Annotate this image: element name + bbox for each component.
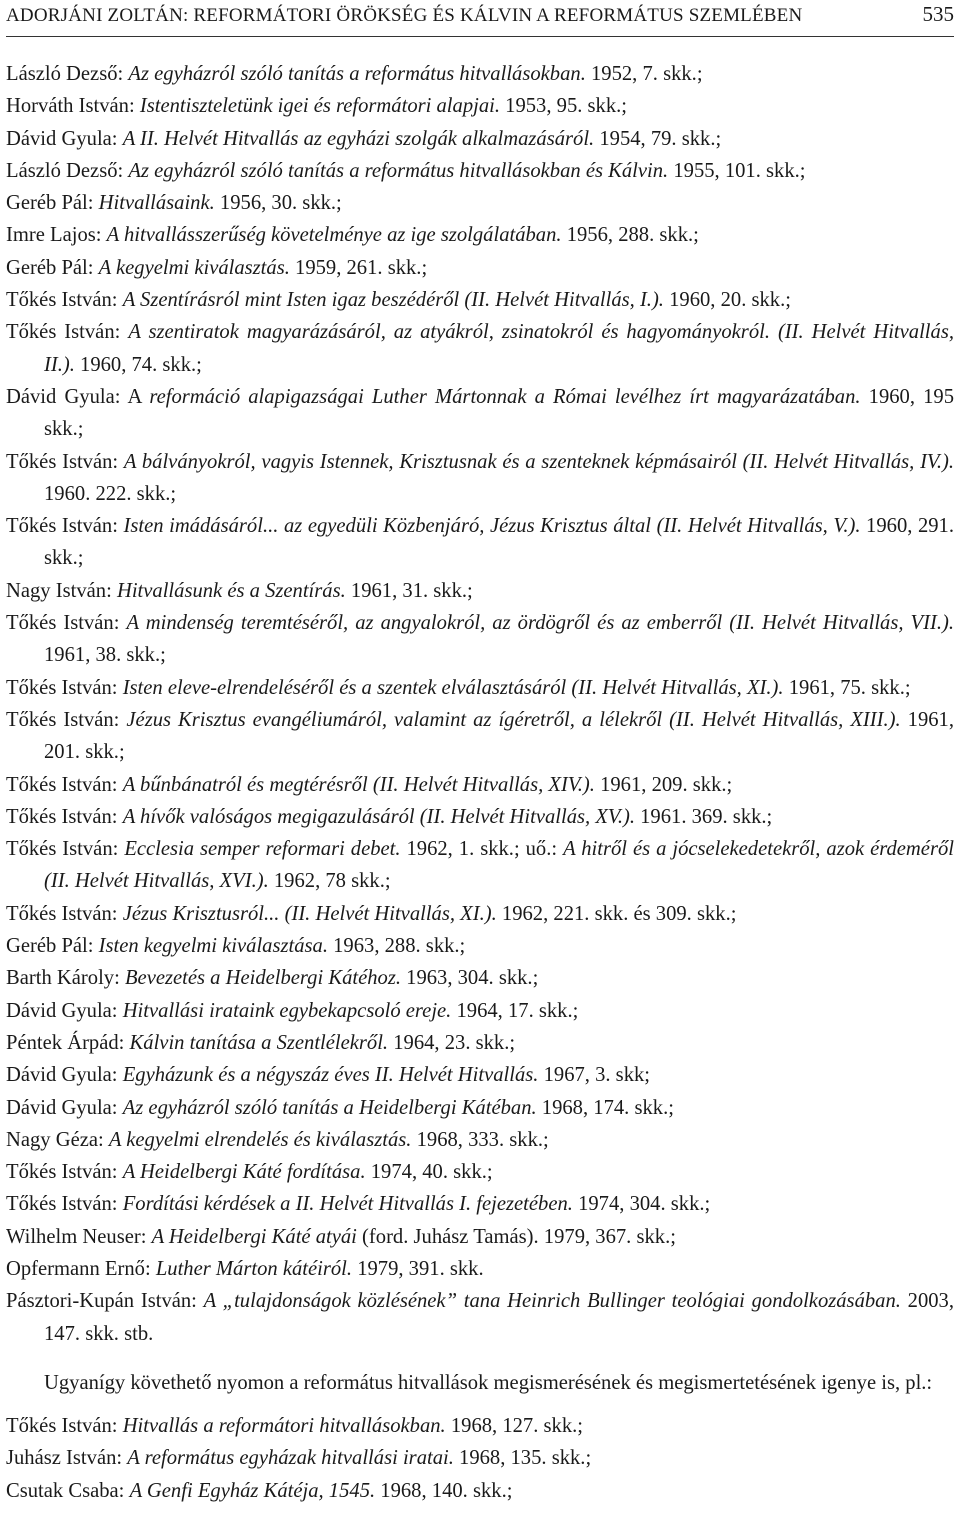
bibliography-entry: Geréb Pál: Hitvallásaink. 1956, 30. skk.; xyxy=(6,192,342,215)
bibliography-list-secondary xyxy=(6,1410,954,1507)
bibliography-entry: Tőkés István: A Heidelbergi Káté fordítása. 1974, 40. skk.; xyxy=(6,1161,493,1184)
bibliography-entry: Tőkés István: Fordítási kérdések a II. Helvét Hitvallás I. fejezetében. 1974, 304. skk.; xyxy=(6,1193,711,1216)
bibliography-entry: Tőkés István: A bálványokról, vagyis Istennek, Krisztusnak és a szenteknek képmásairól (II. Helvét Hitvallás, IV.). 1960. 222. skk.; xyxy=(6,450,954,505)
bibliography-entry: Dávid Gyula: Hitvallási irataink egybekapcsoló ereje. 1964, 17. skk.; xyxy=(6,999,579,1022)
bibliography-entry: Pásztori-Kupán István: A „tulajdonságok közlésének” tana Heinrich Bullinger teológiai gondolkozásában. 2003, 147. skk. stb. xyxy=(6,1290,954,1345)
bibliography-entry: Dávid Gyula: Az egyházról szóló tanítás a Heidelbergi Kátéban. 1968, 174. skk.; xyxy=(6,1096,674,1119)
bibliography-entry: Dávid Gyula: A II. Helvét Hitvallás az egyházi szolgák alkalmazásáról. 1954, 79. skk.; xyxy=(6,127,722,150)
bibliography-entry: Tőkés István: Isten eleve-elrendeléséről és a szentek elválasztásáról (II. Helvét Hitvallás, XI.). 1961, 75. skk.; xyxy=(6,676,911,699)
running-header xyxy=(6,2,954,37)
bibliography-entry: Opfermann Ernő: Luther Márton kátéiról. 1979, 391. skk. xyxy=(6,1257,484,1280)
bibliography-entry: Tőkés István: Hitvallás a reformátori hitvallásokban. 1968, 127. skk.; xyxy=(6,1415,584,1438)
bibliography-entry: Juhász István: A református egyházak hitvallási iratai. 1968, 135. skk.; xyxy=(6,1447,592,1470)
body-paragraph: Ugyanígy követhető nyomon a református hitvallások megismerésének és megismertetésének igenye is, pl.: xyxy=(44,1371,933,1394)
bibliography-entry: Wilhelm Neuser: A Heidelbergi Káté atyái (ford. Juhász Tamás). 1979, 367. skk.; xyxy=(6,1225,676,1248)
bibliography-entry: Csutak Csaba: A Genfi Egyház Kátéja, 1545. 1968, 140. skk.; xyxy=(6,1479,513,1502)
bibliography-entry: Horváth István: Istentiszteletünk igei és reformátori alapjai. 1953, 95. skk.; xyxy=(6,95,628,118)
bibliography-entry: Imre Lajos: A hitvallásszerűség követelménye az ige szolgálatában. 1956, 288. skk.; xyxy=(6,224,699,247)
bibliography-entry: Dávid Gyula: Egyházunk és a négyszáz éves II. Helvét Hitvallás. 1967, 3. skk; xyxy=(6,1064,651,1087)
bibliography-entry: Tőkés István: A mindenség teremtéséről, az angyalokról, az ördögről és az emberről (II. Helvét Hitvallás, VII.). 1961, 38. skk.; xyxy=(6,612,954,667)
bibliography-entry: László Dezső: Az egyházról szóló tanítás a református hitvallásokban és Kálvin. 1955, 101. skk.; xyxy=(6,159,806,182)
bibliography-entry: Nagy Géza: A kegyelmi elrendelés és kiválasztás. 1968, 333. skk.; xyxy=(6,1128,549,1151)
bibliography-entry: Dávid Gyula: A reformáció alapigazságai Luther Mártonnak a Római levélhez írt magyarázatában. 1960, 195 skk.; xyxy=(6,385,955,441)
bibliography-entry: Tőkés István: Jézus Krisztus evangéliumáról, valamint az ígéretről, a lélekről (II. Helvét Hitvallás, XIII.). 1961, 201. skk.; xyxy=(6,708,954,764)
bibliography-entry: Tőkés István: Jézus Krisztusról... (II. Helvét Hitvallás, XI.). 1962, 221. skk. és 309. skk.; xyxy=(6,902,737,925)
bibliography-entry: Barth Károly: Bevezetés a Heidelbergi Kátéhoz. 1963, 304. skk.; xyxy=(6,967,539,990)
bibliography-entry: Geréb Pál: Isten kegyelmi kiválasztása. 1963, 288. skk.; xyxy=(6,935,466,958)
bibliography-entry: Tőkés István: Isten imádásáról... az egyedüli Közbenjáró, Jézus Krisztus által (II. Helvét Hitvallás, V.). 1960, 291. skk.; xyxy=(6,515,954,570)
bibliography-entry: Tőkés István: A Szentírásról mint Isten igaz beszédéről (II. Helvét Hitvallás, I.). 1960, 20. skk.; xyxy=(6,289,791,312)
main-text xyxy=(6,58,954,1507)
bibliography-entry: Tőkés István: A hívők valóságos megigazulásáról (II. Helvét Hitvallás, XV.). 1961. 369. skk.; xyxy=(6,805,773,828)
bibliography-entry: Tőkés István: Ecclesia semper reformari debet. 1962, 1. skk.; uő.: A hitről és a jócselekedetekről, azok érdeméről (II. Helvét Hitvallás, XVI.). 1962, 78 skk.; xyxy=(6,838,954,893)
bibliography-entry: László Dezső: Az egyházról szóló tanítás a református hitvallásokban. 1952, 7. skk.; xyxy=(6,63,703,85)
bibliography-entry: Geréb Pál: A kegyelmi kiválasztás. 1959, 261. skk.; xyxy=(6,256,428,279)
running-title: ADORJÁNI ZOLTÁN: REFORMÁTORI ÖRÖKSÉG ÉS KÁLVIN A REFORMÁTUS SZEMLÉBEN xyxy=(6,5,803,26)
bibliography-list xyxy=(6,58,954,1350)
bibliography-entry: Péntek Árpád: Kálvin tanítása a Szentlélekről. 1964, 23. skk.; xyxy=(6,1031,516,1054)
bibliography-entry: Tőkés István: A szentiratok magyarázásáról, az atyákról, zsinatokról és hagyományokról. (II. Helvét Hitvallás, II.). 1960, 74. skk.; xyxy=(6,321,954,376)
page-number: 535 xyxy=(922,2,954,26)
bibliography-entry: Nagy István: Hitvallásunk és a Szentírás. 1961, 31. skk.; xyxy=(6,579,473,602)
bibliography-entry: Tőkés István: A bűnbánatról és megtérésről (II. Helvét Hitvallás, XIV.). 1961, 209. skk.; xyxy=(6,773,733,796)
